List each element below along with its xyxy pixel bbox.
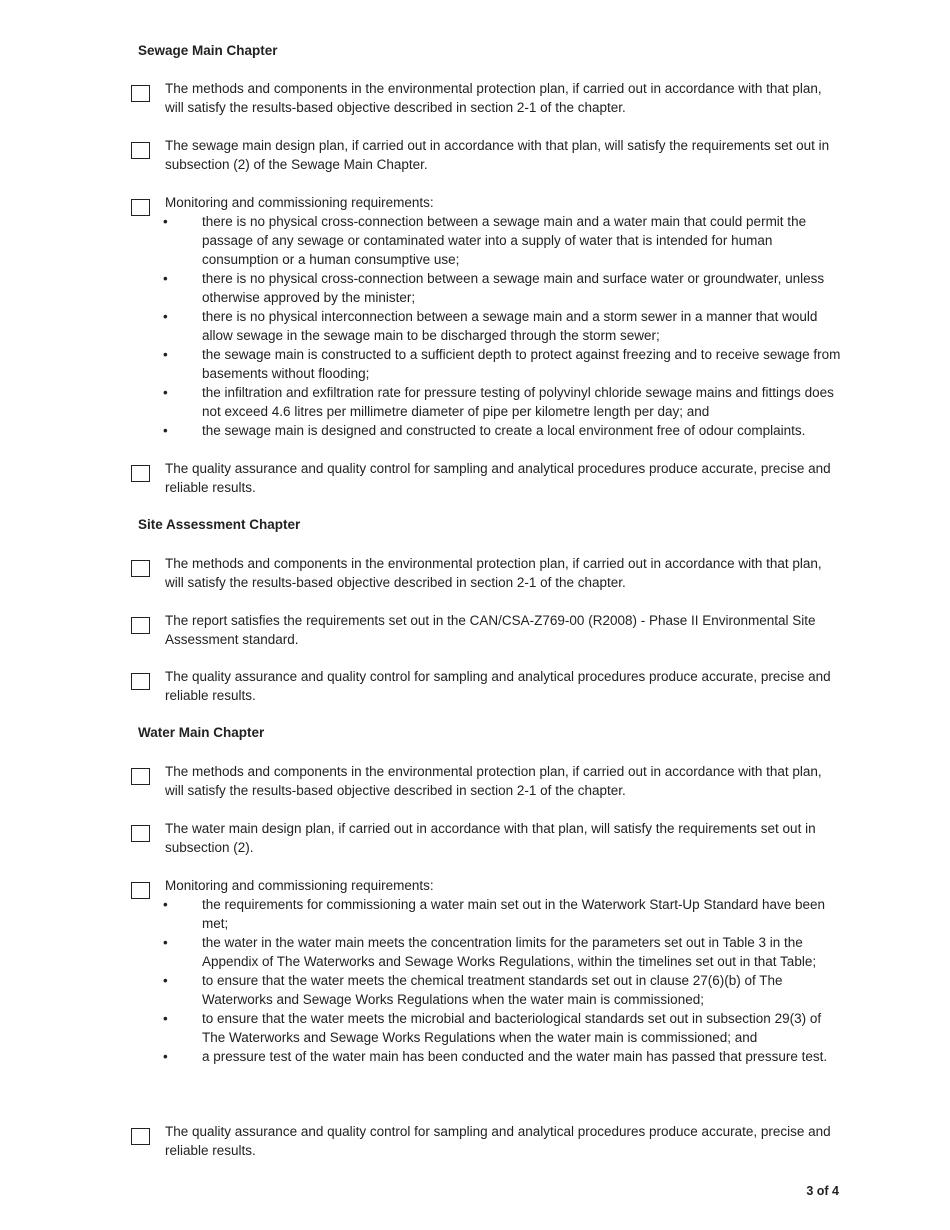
list-item-text: the requirements for commissioning a water main set out in the Waterwork Start-Up Standard have been met;	[202, 897, 826, 931]
checklist-item	[131, 762, 843, 800]
bullet-icon	[163, 895, 168, 914]
list-item	[131, 933, 843, 971]
list-item	[131, 1047, 843, 1066]
bullet-icon	[163, 1047, 168, 1066]
checklist-item	[131, 459, 843, 497]
bullet-icon	[163, 933, 168, 952]
bullet-list	[131, 212, 843, 440]
checkbox[interactable]	[131, 673, 150, 690]
list-item	[131, 307, 843, 345]
bullet-icon	[163, 421, 168, 440]
list-item-text: the infiltration and exfiltration rate for pressure testing of polyvinyl chloride sewage mains and fittings does not exceed 4.6 litres per millimetre diameter of pipe per kilometre length per day; and	[202, 385, 834, 419]
checklist-item	[131, 876, 843, 1066]
list-item	[131, 269, 843, 307]
checklist-item-text: The quality assurance and quality control for sampling and analytical procedures produce accurate, precise and reliable results.	[165, 1124, 831, 1158]
list-item	[131, 421, 843, 440]
checklist-item-text: Monitoring and commissioning requirements:	[165, 878, 434, 893]
checklist-item	[131, 667, 843, 705]
list-item-text: to ensure that the water meets the chemical treatment standards set out in clause 27(6)(b) of The Waterworks and Sewage Works Regulations when the water main is commissioned;	[202, 973, 783, 1007]
list-item-text: there is no physical cross-connection between a sewage main and surface water or groundwater, unless otherwise approved by the minister;	[202, 271, 825, 305]
list-item	[131, 345, 843, 383]
checklist-item	[131, 79, 843, 117]
checkbox[interactable]	[131, 1128, 150, 1145]
checklist-item	[131, 819, 843, 857]
checkbox[interactable]	[131, 768, 150, 785]
checklist-item-text: The report satisfies the requirements set out in the CAN/CSA-Z769-00 (R2008) - Phase II Environmental Site Assessment standard.	[165, 613, 816, 647]
bullet-icon	[163, 1009, 168, 1028]
bullet-icon	[163, 383, 168, 402]
checklist-item-text: Monitoring and commissioning requirements:	[165, 195, 434, 210]
checklist-item	[131, 554, 843, 592]
section-heading-site-assessment: Site Assessment Chapter	[138, 517, 301, 532]
checklist-item-text: The quality assurance and quality control for sampling and analytical procedures produce accurate, precise and reliable results.	[165, 461, 831, 495]
checkbox[interactable]	[131, 617, 150, 634]
checkbox[interactable]	[131, 465, 150, 482]
checklist-item	[131, 611, 843, 649]
bullet-icon	[163, 212, 168, 231]
checklist-item-text: The water main design plan, if carried out in accordance with that plan, will satisfy the requirements set out in subsection (2).	[165, 821, 816, 855]
list-item-text: there is no physical interconnection between a sewage main and a storm sewer in a manner that would allow sewage in the sewage main to be discharged through the storm sewer;	[202, 309, 818, 343]
bullet-icon	[163, 307, 168, 326]
list-item-text: the sewage main is designed and constructed to create a local environment free of odour complaints.	[202, 423, 806, 438]
bullet-icon	[163, 345, 168, 364]
checklist-item-text: The quality assurance and quality control for sampling and analytical procedures produce accurate, precise and reliable results.	[165, 669, 831, 703]
bullet-list	[131, 895, 843, 1066]
checkbox[interactable]	[131, 85, 150, 102]
list-item-text: there is no physical cross-connection between a sewage main and a water main that could permit the passage of any sewage or contaminated water into a supply of water that is intended for human consumption or a human consumptive use;	[202, 214, 807, 267]
checkbox[interactable]	[131, 560, 150, 577]
checkbox[interactable]	[131, 142, 150, 159]
checklist-item	[131, 136, 843, 174]
checklist-item-text: The methods and components in the environmental protection plan, if carried out in accordance with that plan, will satisfy the results-based objective described in section 2-1 of the chapter.	[165, 81, 822, 115]
bullet-icon	[163, 971, 168, 990]
list-item	[131, 895, 843, 933]
list-item-text: the sewage main is constructed to a sufficient depth to protect against freezing and to receive sewage from basements without flooding;	[202, 347, 841, 381]
checkbox[interactable]	[131, 825, 150, 842]
list-item	[131, 383, 843, 421]
checklist-item-text: The methods and components in the environmental protection plan, if carried out in accordance with that plan, will satisfy the results-based objective described in section 2-1 of the chapter.	[165, 556, 822, 590]
checklist-item-text: The sewage main design plan, if carried out in accordance with that plan, will satisfy the requirements set out in subsection (2) of the Sewage Main Chapter.	[165, 138, 830, 172]
list-item-text: the water in the water main meets the concentration limits for the parameters set out in Table 3 in the Appendix of The Waterworks and Sewage Works Regulations, within the timelines set out in that Table;	[202, 935, 817, 969]
section-heading-water-main: Water Main Chapter	[138, 725, 265, 740]
bullet-icon	[163, 269, 168, 288]
list-item	[131, 1009, 843, 1047]
checklist-item	[131, 193, 843, 440]
list-item	[131, 212, 843, 269]
section-heading-sewage-main: Sewage Main Chapter	[138, 43, 278, 58]
list-item-text: a pressure test of the water main has been conducted and the water main has passed that pressure test.	[202, 1049, 828, 1064]
list-item	[131, 971, 843, 1009]
checklist-item-text: The methods and components in the environmental protection plan, if carried out in accordance with that plan, will satisfy the results-based objective described in section 2-1 of the chapter.	[165, 764, 822, 798]
list-item-text: to ensure that the water meets the microbial and bacteriological standards set out in subsection 29(3) of The Waterworks and Sewage Works Regulations when the water main is commissioned; and	[202, 1011, 822, 1045]
page-number: 3 of 4	[806, 1184, 839, 1198]
checklist-item	[131, 1122, 843, 1160]
